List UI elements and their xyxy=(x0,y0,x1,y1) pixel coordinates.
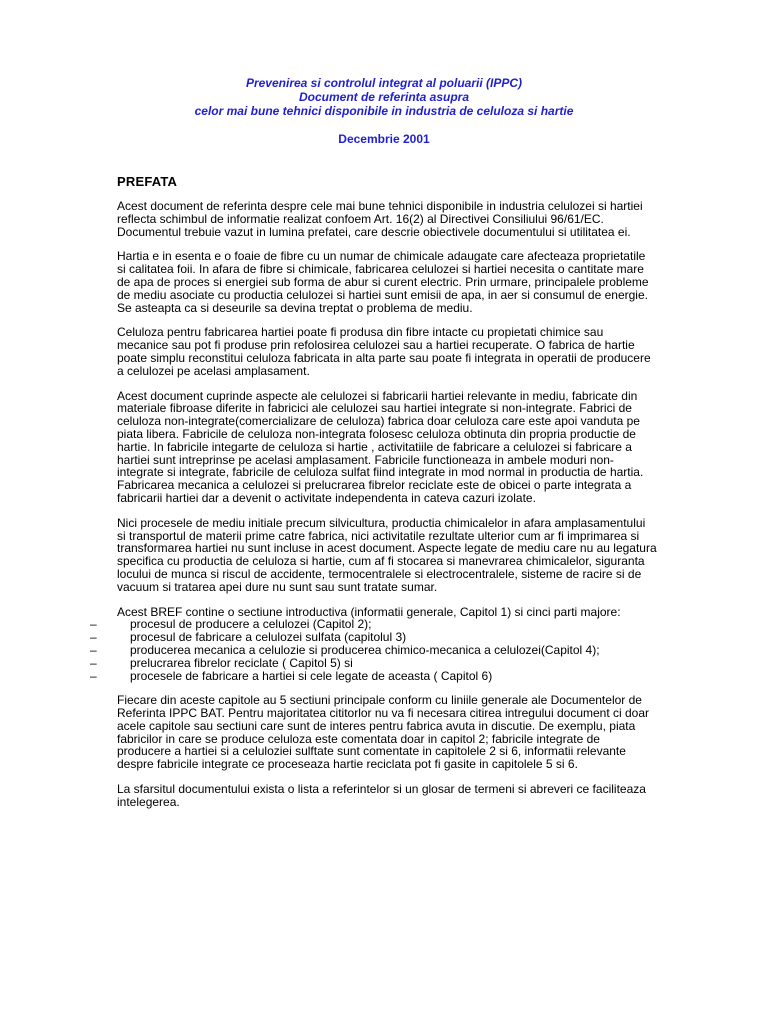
list-item-text: procesul de producere a celulozei (Capitol 2); xyxy=(130,617,372,632)
list-dash: – xyxy=(90,668,97,683)
list-dash: – xyxy=(90,642,97,657)
paragraph-pulp-sources: Celuloza pentru fabricarea hartiei poate fi produsa din fibre intacte cu propietati chimice sau mecanice sau pot fi produse prin refolosirea celulozei sau a hartiei recuperate. O fabrica de hartie poate simplu reconstitui celuloza fabricata in alta parte sau poate fi integrata in operatii de producere a celulozei pe acelasi amplasament. xyxy=(117,325,651,378)
document-header xyxy=(0,76,768,146)
paragraph-document-scope: Acest document cuprinde aspecte ale celulozei si fabricarii hartiei relevante in mediu, fabricate din materiale fibroase diferite in fabricici ale celulozei sau hartiei integrate si non-integrate. Fabrici de celuloza non-integrate(comercializare de celuloza) fabrica doar celuloza care este apoi vanduta pe piata libera. Fabricile de celuloza non-integrata folosesc celuloza obtinuta din propria productie de hartie. In fabricile integarte de celuloza si hartie , activitatiile de fabricare a celulozei si fabricare a hartiei sunt intreprinse pe acelasi amplasament. Fabricile functioneaza in ambele moduri non-integrate si integrate, fabricile de celuloza sulfat fiind integrate in mod normal in productia de hartia. Fabricarea mecanica a celulozei si prelucrarea fibrelor reciclate este de obicei o parte integrata a fabricarii hartiei dar a devenit o activitate independenta in cateva cazuri izolate. xyxy=(117,388,644,505)
paragraph-intro: Acest document de referinta despre cele mai bune tehnici disponibile in industria celulozei si hartiei reflecta schimbul de informatie realizat confoem Art. 16(2) al Directivei Consiliului 96/61/EC. Documentul trebuie vazut in lumina prefatei, care descrie obiectivele documentului si utilitatea ei. xyxy=(117,199,643,239)
chapter-list xyxy=(90,617,657,683)
list-item xyxy=(90,668,657,683)
list-item-text: procesele de fabricare a hartiei si cele legate de aceasta ( Capitol 6) xyxy=(130,668,493,683)
list-item-text: procesul de fabricare a celulozei sulfata (capitolul 3) xyxy=(130,630,407,645)
paragraph-bref-structure: Acest BREF contine o sectiune introductiva (informatii generale, Capitol 1) si cinci parti majore: xyxy=(117,604,621,619)
list-item-text: producerea mecanica a celulozie si producerea chimico-mecanica a celulozei(Capitol 4); xyxy=(130,642,600,657)
list-item-text: prelucrarea fibrelor reciclate ( Capitol 5) si xyxy=(130,655,353,670)
list-dash: – xyxy=(90,617,97,632)
paragraph-references-glossary: La sfarsitul documentului exista o lista a referintelor si un glosar de termeni si abreveri ce faciliteaza intelegerea. xyxy=(117,782,646,809)
document-body xyxy=(90,199,657,821)
header-date: Decembrie 2001 xyxy=(338,132,430,146)
paragraph-chapter-sections: Fiecare din aceste capitole au 5 sectiuni principale conform cu liniile generale ale Documentelor de Referinta IPPC BAT. Pentru majoritatea cititorlor nu va fi necesara citirea intregului document ci doar acele capitole sau sectiuni care sunt de interes pentru fabrica avuta in discutie. De exemplu, piata fabricilor in care se produce celuloza este comentata doar in capitol 2; fabricile integrate de producere a hartiei si a celuloziei sulftate sunt comentate in capitolele 2 si 6, informatii relevante despre fabricile integrate ce proceseaza hartie reciclata pot fi gasite in capitolele 5 si 6. xyxy=(117,693,650,772)
header-title-line-1: Prevenirea si controlul integrat al poluarii (IPPC) xyxy=(245,76,523,90)
list-dash: – xyxy=(90,655,97,670)
section-title: PREFATA xyxy=(117,174,178,189)
paragraph-exclusions: Nici procesele de mediu initiale precum silvicultura, productia chimicalelor in afara amplasamentului si transportul de materii prime catre fabrica, nici activitatile rezultate ulterior cum ar fi imprimarea si transformarea hartiei nu sunt incluse in acest document. Aspecte legate de mediu care nu au legatura specifica cu productia de celuloza si hartie, cum af fi stocarea si manevrarea chimicalelor, siguranta locului de munca si riscul de accidente, termocentralele si electrocentralele, sisteme de racire si de vacuum si tratarea apei dure nu sunt sau sunt tratate sumar. xyxy=(117,515,657,594)
header-title-line-2: Document de referinta asupra xyxy=(298,90,470,104)
list-dash: – xyxy=(90,630,97,645)
paragraph-paper-essence: Hartia e in esenta e o foaie de fibre cu un numar de chimicale adaugate care afecteaza proprietatile si calitatea foii. In afara de fibre si chimicale, fabricarea celulozei si hartiei necesita o cantitate mare de apa de proces si energiei sub forma de abur si curent electric. Prin urmare, principalele probleme de mediu asociate cu productia celulozei si hartiei sunt emisii de apa, in aer si consumul de energie. Se asteapta ca si deseurile sa devina treptat o problema de mediu. xyxy=(117,249,649,315)
header-title-line-3: celor mai bune tehnici disponibile in industria de celuloza si hartie xyxy=(194,104,574,118)
